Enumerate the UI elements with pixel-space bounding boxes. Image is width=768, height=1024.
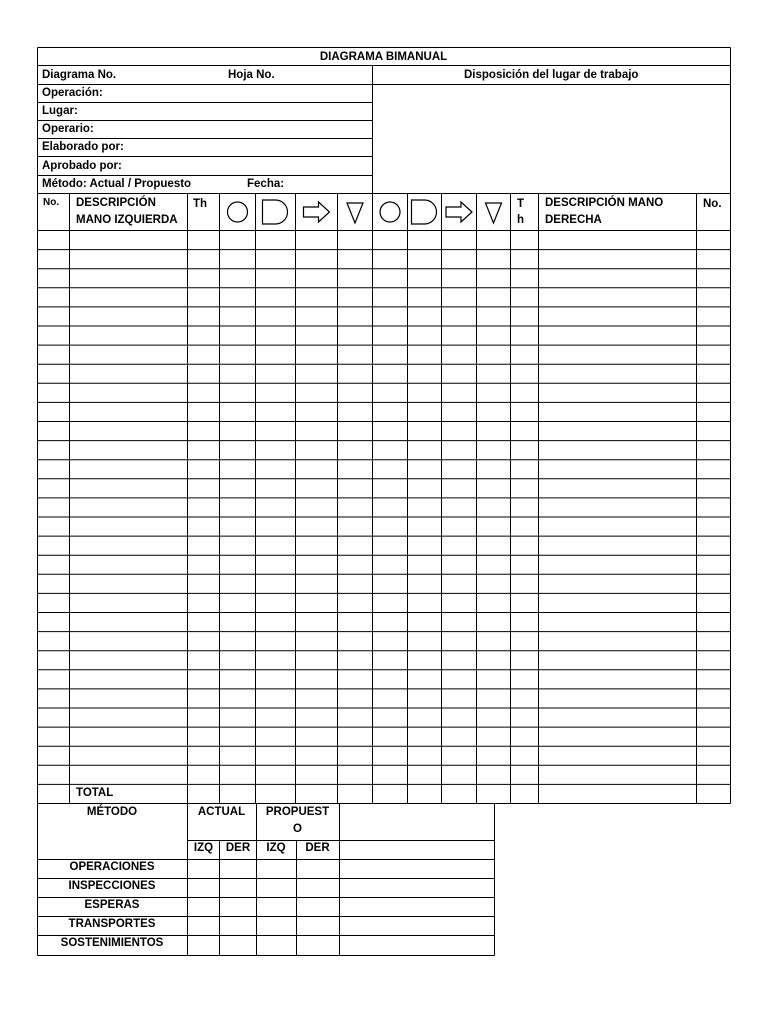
diagram-no-label: Diagrama No. <box>42 69 117 81</box>
col-desc-right-line1: DESCRIPCIÓN MANO <box>545 197 664 209</box>
operation-label: Operación: <box>42 87 103 99</box>
col-no-left: No. <box>43 197 60 208</box>
operation-circle-icon <box>380 202 400 222</box>
summary-row-sostenimientos: SOSTENIMIENTOS <box>60 937 164 949</box>
summary-proposed-der: DER <box>305 842 330 854</box>
summary-proposed-label-line2: O <box>293 823 302 835</box>
summary-method-label: MÉTODO <box>86 806 138 818</box>
total-label: TOTAL <box>76 787 114 799</box>
operator-label: Operario: <box>42 123 94 135</box>
delay-d-icon <box>412 200 437 224</box>
summary-row-transportes: TRANSPORTES <box>68 918 156 930</box>
summary-actual-label: ACTUAL <box>197 806 246 818</box>
transport-arrow-icon <box>304 202 330 222</box>
operation-circle-icon <box>228 202 248 222</box>
sheet-no-label: Hoja No. <box>228 69 275 81</box>
col-desc-right-line2: DERECHA <box>545 214 602 226</box>
delay-d-icon <box>263 200 288 224</box>
form-title: DIAGRAMA BIMANUAL <box>319 51 448 63</box>
transport-arrow-icon <box>446 202 472 222</box>
method-label: Método: Actual / Propuesto <box>42 178 192 190</box>
summary-row-esperas: ESPERAS <box>84 899 140 911</box>
summary-row-operaciones: OPERACIONES <box>69 861 155 873</box>
storage-triangle-icon <box>486 203 502 223</box>
storage-triangle-icon <box>347 203 363 223</box>
col-desc-left-line1: DESCRIPCIÓN <box>76 197 156 209</box>
col-t-right-line2: h <box>517 214 525 226</box>
layout-label: Disposición del lugar de trabajo <box>464 69 639 81</box>
prepared-by-label: Elaborado por: <box>42 141 124 153</box>
place-label: Lugar: <box>42 105 78 117</box>
col-desc-left-line2: MANO IZQUIERDA <box>76 214 178 226</box>
col-t-right-line1: T <box>517 198 525 210</box>
summary-proposed-label-line1: PROPUEST <box>265 806 330 818</box>
summary-actual-der: DER <box>225 842 251 854</box>
summary-actual-izq: IZQ <box>193 842 214 854</box>
date-label: Fecha: <box>247 178 285 190</box>
summary-proposed-izq: IZQ <box>266 842 286 854</box>
approved-by-label: Aprobado por: <box>42 160 122 172</box>
col-no-right: No. <box>703 198 722 210</box>
summary-row-inspecciones: INSPECCIONES <box>68 880 156 892</box>
col-th-left: Th <box>193 198 208 210</box>
